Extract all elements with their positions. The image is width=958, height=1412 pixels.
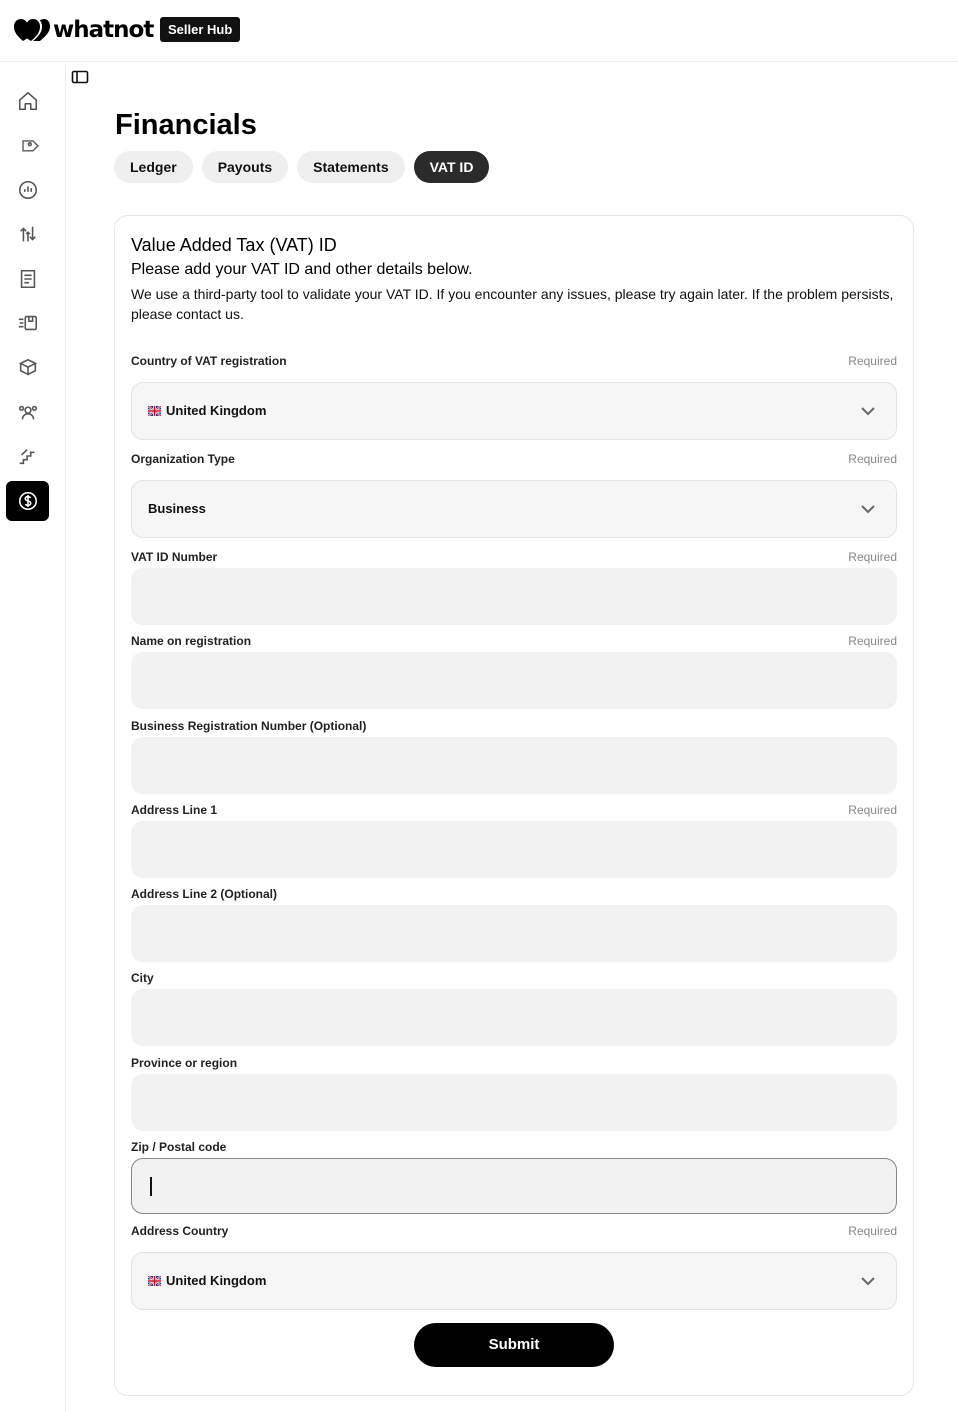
tag-icon bbox=[17, 135, 39, 157]
chevron-down-icon bbox=[860, 404, 876, 418]
address-country-label: Address Country bbox=[131, 1224, 229, 1238]
reg-name-required: Required bbox=[848, 634, 897, 648]
sidebar-item-community[interactable] bbox=[6, 392, 49, 432]
form-title: Value Added Tax (VAT) ID bbox=[131, 235, 337, 255]
shipping-icon bbox=[17, 312, 39, 334]
address-country-value-text: United Kingdom bbox=[166, 1273, 267, 1288]
reg-name-label: Name on registration bbox=[131, 634, 252, 648]
org-type-label: Organization Type bbox=[131, 452, 235, 466]
zip-field bbox=[131, 1158, 897, 1214]
chevron-down-icon bbox=[860, 1274, 876, 1288]
dollar-icon bbox=[17, 490, 39, 512]
sidebar-item-transfers[interactable] bbox=[6, 214, 49, 254]
sidebar-item-tags[interactable] bbox=[6, 126, 49, 166]
uk-flag-icon bbox=[148, 1276, 161, 1286]
country-required: Required bbox=[848, 354, 897, 368]
sidebar-item-financials[interactable] bbox=[6, 481, 49, 521]
uk-flag-icon bbox=[148, 406, 161, 416]
address2-label: Address Line 2 (Optional) bbox=[131, 887, 278, 901]
address-country-required: Required bbox=[848, 1224, 897, 1238]
top-bar bbox=[0, 0, 958, 62]
sidebar-item-orders[interactable] bbox=[6, 259, 49, 299]
zip-input[interactable] bbox=[131, 1158, 897, 1214]
address1-required: Required bbox=[848, 803, 897, 817]
tab-payouts[interactable]: Payouts bbox=[202, 151, 288, 183]
address2-input[interactable] bbox=[131, 905, 897, 962]
page-title: Financials bbox=[115, 109, 257, 141]
address-country-select-value bbox=[148, 1253, 266, 1309]
sidebar bbox=[0, 63, 66, 1412]
business-reg-label: Business Registration Number (Optional) bbox=[131, 719, 367, 733]
province-label: Province or region bbox=[131, 1056, 238, 1070]
city-input[interactable] bbox=[131, 989, 897, 1046]
form-subtitle: Please add your VAT ID and other details below. bbox=[131, 261, 473, 278]
zip-label: Zip / Postal code bbox=[131, 1140, 227, 1154]
vat-number-label: VAT ID Number bbox=[131, 550, 218, 564]
tab-vat-id[interactable]: VAT ID bbox=[414, 151, 490, 183]
logo-hearts-icon bbox=[14, 18, 50, 42]
country-value-text: United Kingdom bbox=[166, 403, 267, 418]
province-input[interactable] bbox=[131, 1074, 897, 1131]
sidebar-item-shipping[interactable] bbox=[6, 303, 49, 343]
tab-statements[interactable]: Statements bbox=[297, 151, 404, 183]
address1-input[interactable] bbox=[131, 821, 897, 878]
business-reg-input[interactable] bbox=[131, 737, 897, 794]
vat-form-card bbox=[114, 215, 914, 1396]
vat-number-required: Required bbox=[848, 550, 897, 564]
tab-ledger[interactable]: Ledger bbox=[114, 151, 193, 183]
org-type-select[interactable] bbox=[131, 480, 897, 538]
analytics-icon bbox=[17, 179, 39, 201]
growth-icon bbox=[17, 445, 39, 467]
city-label: City bbox=[131, 971, 154, 985]
receipt-icon bbox=[17, 268, 39, 290]
sidebar-item-inventory[interactable] bbox=[6, 348, 49, 388]
sidebar-item-analytics[interactable] bbox=[6, 170, 49, 210]
country-select-value bbox=[148, 383, 266, 439]
vat-number-input[interactable] bbox=[131, 568, 897, 625]
org-type-select-value: Business bbox=[148, 501, 206, 516]
org-type-required: Required bbox=[848, 452, 897, 466]
packages-icon bbox=[17, 357, 39, 379]
sidebar-toggle-icon[interactable] bbox=[71, 69, 89, 85]
sidebar-item-home[interactable] bbox=[6, 81, 49, 121]
logo-text: whatnot bbox=[53, 17, 154, 43]
chevron-down-icon bbox=[860, 502, 876, 516]
text-caret bbox=[150, 1177, 152, 1196]
transfer-icon bbox=[17, 223, 39, 245]
address-country-select[interactable] bbox=[131, 1252, 897, 1310]
country-label: Country of VAT registration bbox=[131, 354, 287, 368]
address1-label: Address Line 1 bbox=[131, 803, 218, 817]
whatnot-logo[interactable] bbox=[14, 18, 153, 42]
country-select[interactable] bbox=[131, 382, 897, 440]
form-description: We use a third-party tool to validate your VAT ID. If you encounter any issues, please try again later. If the problem persists, please contact us. bbox=[131, 286, 894, 322]
reg-name-input[interactable] bbox=[131, 652, 897, 709]
financials-tabs bbox=[114, 151, 489, 183]
seller-hub-badge: Seller Hub bbox=[160, 17, 240, 42]
community-icon bbox=[17, 401, 39, 423]
submit-button[interactable]: Submit bbox=[414, 1323, 614, 1367]
home-icon bbox=[17, 90, 39, 112]
sidebar-item-growth[interactable] bbox=[6, 436, 49, 476]
